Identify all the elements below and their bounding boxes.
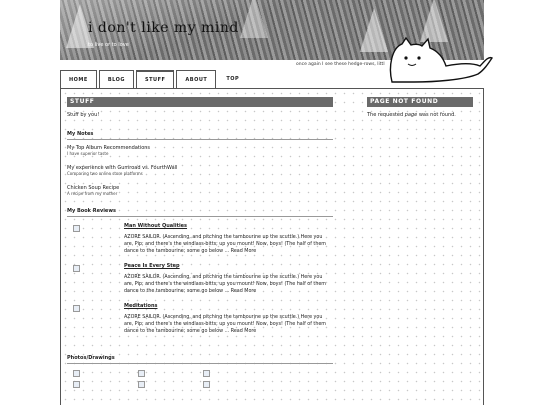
tab-home[interactable]: HOME: [60, 70, 97, 88]
book-cover-image[interactable]: [73, 305, 80, 312]
book-excerpt: AZORE SAILOR. (Ascending, and pitching the tambourine up the scuttle.) Here you are, Pip; and there's the windlass-bitts; up you mount! Now, boys! (The half of them dance to the tambourine; some go below ... Read More: [124, 235, 326, 254]
cat-illustration: [384, 36, 494, 86]
site-title[interactable]: i don't like my mind: [88, 20, 239, 36]
intro-text: Stuff by you!: [67, 112, 100, 118]
sidebar-title: PAGE NOT FOUND: [367, 97, 473, 107]
tab-stuff[interactable]: STUFF: [136, 70, 174, 88]
note-item[interactable]: [67, 185, 333, 196]
note-title[interactable]: Chicken Soup Recipe: [67, 185, 120, 191]
book-excerpt: AZORE SAILOR. (Ascending, and pitching the tambourine up the scuttle.) Here you are, Pip; and there's the windlass-bitts; up you mount! Now, boys! (The half of them dance to the tambourine; some go below ... Read More: [124, 275, 326, 294]
tab-top[interactable]: TOP: [218, 70, 247, 88]
photo-thumbnail[interactable]: [73, 381, 80, 388]
site-tagline: to live or to love: [88, 42, 129, 48]
book-list: [67, 223, 333, 343]
note-item[interactable]: [67, 165, 333, 176]
photo-thumbnail[interactable]: [203, 381, 210, 388]
book-reviews-heading: My Book Reviews: [67, 208, 333, 217]
photo-thumbnail[interactable]: [138, 381, 145, 388]
notes-heading: My Notes: [67, 131, 333, 140]
tab-blog[interactable]: BLOG: [99, 70, 134, 88]
photo-row: [67, 370, 333, 377]
book-title[interactable]: Meditations: [124, 303, 158, 309]
photos-heading: Photos/Drawings: [67, 355, 333, 364]
note-title[interactable]: My experience with Gumroad vs. FourthWall: [67, 165, 178, 171]
message-pre: The requested: [367, 112, 405, 118]
book-review: [67, 223, 333, 263]
book-title[interactable]: Man Without Qualities: [124, 223, 188, 229]
message-em: page: [404, 112, 418, 118]
sidebar: [367, 97, 473, 119]
book-excerpt: AZORE SAILOR. (Ascending, and pitching the tambourine up the scuttle.) Here you are, Pip; and there's the windlass-bitts; up you mount! Now, boys! (The half of them dance to the tambourine; some go below ... Read More: [124, 315, 326, 334]
tab-about[interactable]: ABOUT: [176, 70, 216, 88]
message-post: was not found.: [417, 112, 456, 118]
photo-thumbnail[interactable]: [138, 370, 145, 377]
hedge-text: once again I see these hedge-rows, littl: [296, 62, 385, 67]
not-found-message: [367, 112, 473, 119]
stuff-title: STUFF: [67, 97, 333, 107]
main-column: [67, 97, 333, 388]
nav-tabs: [60, 70, 249, 88]
book-cover-image[interactable]: [73, 225, 80, 232]
note-subtitle: A recipe from my mother: [67, 191, 118, 196]
photo-row: [67, 381, 333, 388]
book-review: [67, 263, 333, 303]
photo-thumbnail[interactable]: [73, 370, 80, 377]
content-area: [60, 88, 484, 405]
note-item[interactable]: [67, 145, 333, 156]
book-title[interactable]: Peace Is Every Step: [124, 263, 180, 269]
book-cover-image[interactable]: [73, 265, 80, 272]
photo-thumbnail[interactable]: [203, 370, 210, 377]
note-subtitle: I have superior taste: [67, 151, 109, 156]
note-title[interactable]: My Top Album Recommendations: [67, 145, 151, 151]
book-review: [67, 303, 333, 343]
note-subtitle: Comparing two online store platforms: [67, 171, 143, 176]
banner-tree: [240, 0, 268, 38]
